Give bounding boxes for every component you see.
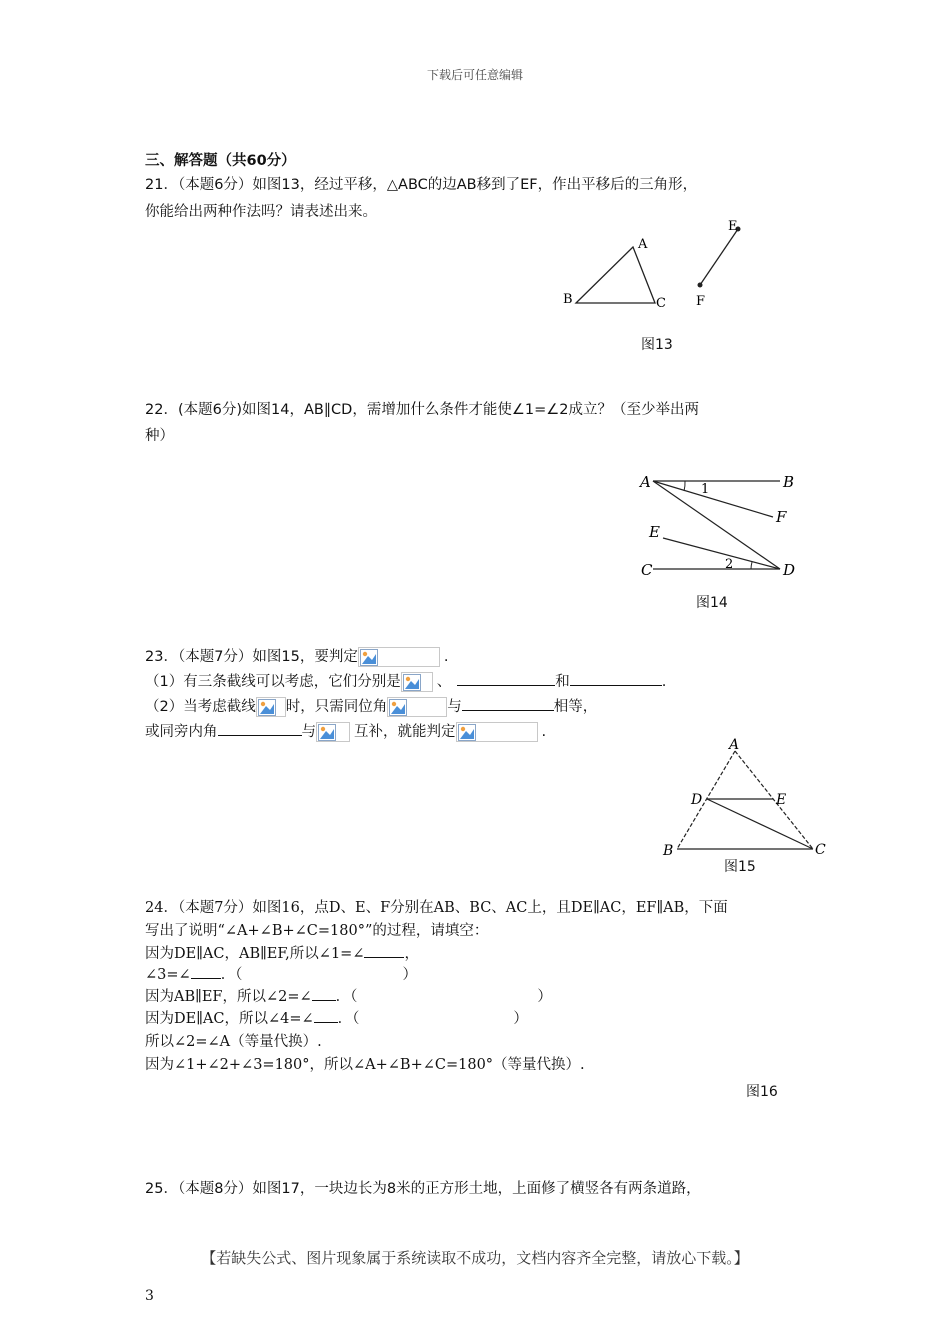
missing-formula-image [387,697,447,717]
missing-formula-image [456,722,538,742]
label-c: C [641,561,653,579]
figure-13 [550,215,760,315]
q23-line4-c: 互补，就能判定 [354,724,456,740]
q23-line4-end: . [541,724,547,740]
page-header: 下载后可任意编辑 [426,68,523,82]
q24-line6-close: ） [513,1011,528,1027]
q21-line1: 21．（本题6分）如图13，经过平移，△ABC的边AB移到了EF，作出平移后的三角形， [145,177,698,193]
label-b: B [563,292,573,307]
label-a: A [729,737,740,753]
label-c: C [815,842,826,858]
section-title: 三、解答题（共60分） [145,153,296,169]
q24-line1: 24．（本题7分）如图16，点D、E、F分别在AB、BC、AC上，且DE∥AC，EF∥AB，下面 [145,900,728,916]
point-f [698,283,703,288]
q23-line1-end: . [443,649,449,665]
answer-blank[interactable] [570,671,662,686]
q24-line3-end: ， [404,946,419,962]
answer-blank[interactable] [218,721,302,736]
q24-line3 [145,943,419,965]
q23-line3-text: （2）当考虑截线 [145,699,256,715]
q24-line4 [145,964,417,986]
missing-formula-image [256,697,286,717]
q23-line3 [145,696,597,718]
q24-line2: 写出了说明“∠A+∠B+∠C=180°”的过程，请填空： [145,923,489,939]
q22-line1: 22．(本题6分)如图14，AB∥CD，需增加什么条件才能使∠1=∠2成立？（至少举出两 [145,402,699,418]
q22-line2: 种） [145,428,174,444]
q23-and: 和 [555,674,570,690]
q24-line6-text: 因为DE∥AC，所以∠4=∠ [145,1011,314,1027]
q24-line4-text: ∠3=∠ [145,967,191,983]
q24-line4-close: ） [402,967,417,983]
label-b: B [783,473,795,491]
q24-line4-open: ．（ [220,967,243,983]
answer-blank[interactable] [457,671,555,686]
label-e: E [776,792,787,808]
figure-14 [635,465,810,585]
q24-line7: 所以∠2=∠A（等量代换）. [145,1034,322,1050]
q24-line5-close: ） [537,989,552,1005]
q24-line6 [145,1008,528,1030]
label-d: D [783,561,796,579]
label-angle-1: 1 [701,482,710,497]
q23-line4-b: 与 [301,724,316,740]
q23-line1 [145,646,449,668]
q23-line2-end: . [661,674,667,690]
missing-formula-image [358,647,440,667]
page-number: 3 [145,1288,154,1304]
label-d: D [691,792,703,808]
q23-line1-text: 23．（本题7分）如图15，要判定 [145,649,358,665]
label-a: A [638,237,648,252]
answer-blank[interactable] [462,696,554,711]
figure-15-caption: 图15 [724,859,756,875]
q24-line6-open: ．（ [337,1011,360,1027]
label-f: F [776,508,787,526]
q23-line3-d: 相等， [553,699,598,715]
q23-line2-text: （1）有三条截线可以考虑，它们分别是 [145,674,401,690]
q24-line5-open: ．（ [335,989,358,1005]
triangle-abc [576,247,655,303]
q23-line2 [145,671,666,693]
answer-blank[interactable] [364,943,404,958]
q25-line1: 25．（本题8分）如图17，一块边长为8米的正方形土地，上面修了横竖各有两条道路， [145,1181,701,1197]
figure-13-caption: 图13 [641,337,673,353]
label-b: B [663,843,674,859]
q23-line3-c: 与 [447,699,462,715]
q21-line2: 你能给出两种作法吗？请表述出来。 [145,204,377,220]
segment-ef [700,229,738,285]
q23-line4 [145,721,546,743]
answer-blank[interactable] [314,1008,338,1023]
figure-14-caption: 图14 [696,595,728,611]
q24-line8: 因为∠1+∠2+∠3=180°，所以∠A+∠B+∠C=180°（等量代换）. [145,1057,585,1073]
label-a: A [640,473,651,491]
q24-line5 [145,986,552,1008]
q23-line4-text: 或同旁内角 [145,724,218,740]
missing-formula-image [401,672,433,692]
q24-line3-text: 因为DE∥AC，AB∥EF,所以∠1=∠ [145,946,365,962]
q24-line5-text: 因为AB∥EF，所以∠2=∠ [145,989,312,1005]
figure-15 [655,735,835,860]
label-f: F [696,294,706,309]
label-e: E [728,219,738,234]
label-c: C [656,296,666,311]
answer-blank[interactable] [191,964,221,979]
label-e: E [649,523,660,541]
q23-sep: 、 [436,674,452,690]
q23-line3-b: 时，只需同位角 [285,699,388,715]
label-angle-2: 2 [725,557,734,572]
figure-16-caption: 图16 [746,1084,778,1100]
answer-blank[interactable] [312,986,336,1001]
missing-formula-image [316,722,350,742]
footer-note: 【若缺失公式、图片现象属于系统读取不成功，文档内容齐全完整，请放心下载。】 [201,1249,749,1267]
